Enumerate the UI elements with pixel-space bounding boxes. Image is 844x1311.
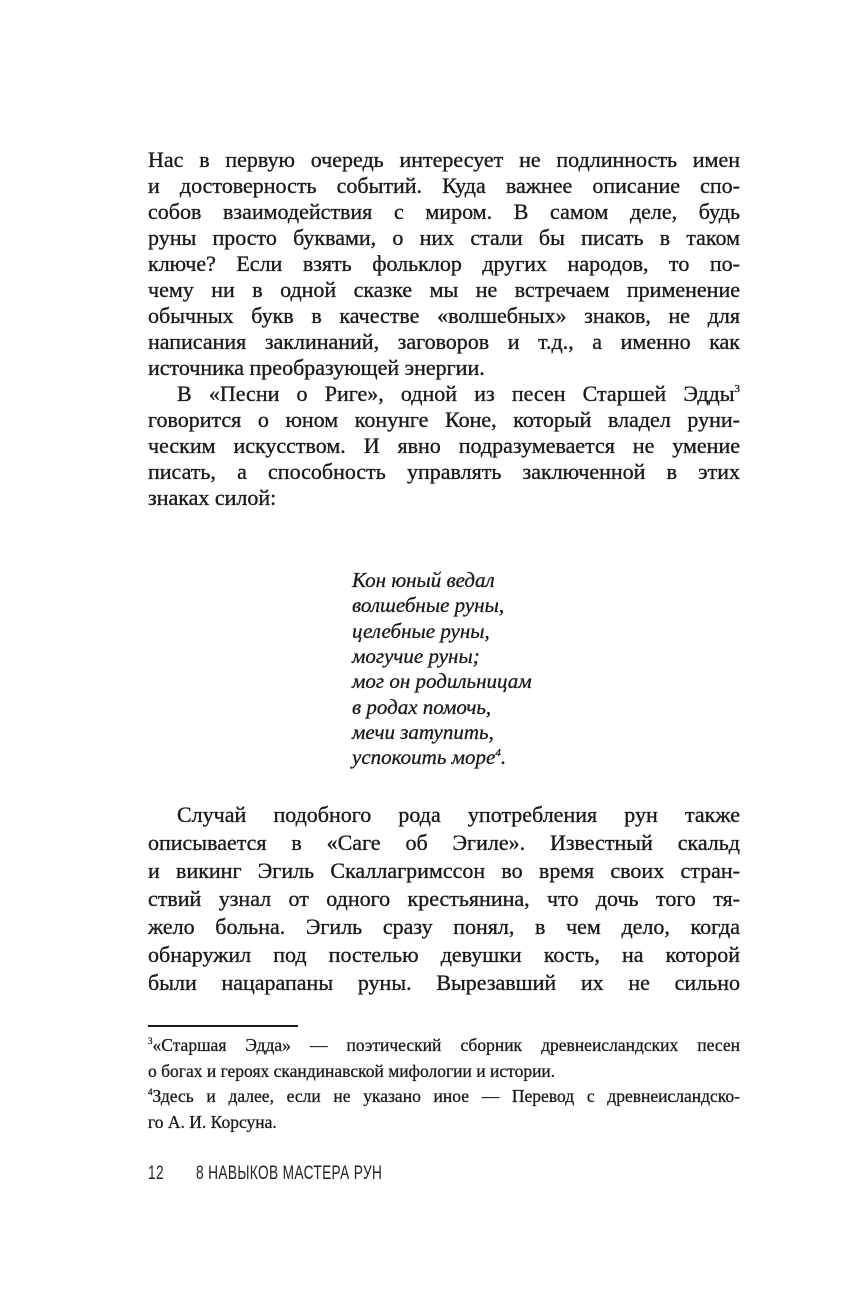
paragraph-line: [148, 886, 740, 912]
line-text: говорится о юном конунге Коне, который владел руни-: [148, 407, 740, 432]
line-text: чему ни в одной сказке мы не встречаем применение: [148, 277, 740, 302]
paragraph-line: [148, 251, 740, 277]
paragraph-line: [148, 459, 740, 485]
poem-line: [352, 593, 504, 618]
line-text: собов взаимодействия с миром. В самом деле, будь: [148, 199, 740, 224]
running-title: 8 НАВЫКОВ МАСТЕРА РУН: [196, 1163, 383, 1184]
footnote-line: [148, 1059, 740, 1084]
paragraph-line: [148, 942, 740, 968]
poem-line: [352, 568, 495, 593]
poem-line: [352, 619, 490, 644]
footnote-marker: 4: [148, 1087, 153, 1097]
line-text: руны просто буквами, о них стали бы писать в таком: [148, 225, 740, 250]
line-text: и викинг Эгиль Скаллагримссон во время своих стран-: [148, 858, 740, 883]
paragraph-line: [148, 173, 740, 199]
line-text: жело больна. Эгиль сразу понял, в чем дело, когда: [148, 914, 740, 939]
line-text: успокоить море: [352, 745, 496, 770]
paragraph-line: [148, 407, 740, 433]
line-text: были нацарапаны руны. Вырезавший их не сильно: [148, 970, 740, 995]
line-text: могучие руны;: [352, 643, 480, 668]
line-text: мог он родильницам: [352, 669, 532, 694]
paragraph-line: [148, 303, 740, 329]
footnote-divider: [148, 1025, 298, 1027]
line-text: мечи затупить,: [352, 719, 494, 744]
poem-line: [352, 644, 480, 669]
line-tail: .: [500, 745, 507, 770]
paragraph-line: [148, 433, 740, 459]
line-text: волшебные руны,: [352, 593, 505, 618]
paragraph-line: [148, 225, 740, 251]
line-text: Случай подобного рода употребления рун также: [177, 802, 740, 827]
paragraph-line: [148, 485, 740, 511]
line-text: источника преобразующей энергии.: [148, 355, 485, 380]
poem-line: [352, 695, 491, 720]
paragraph-line: [177, 802, 740, 828]
paragraph-line: [148, 329, 740, 355]
line-text: В «Песни о Риге», одной из песен Старшей Эдды: [177, 381, 735, 406]
paragraph-line: [148, 147, 740, 173]
paragraph-line: [148, 199, 740, 225]
line-text: ключе? Если взять фольклор других народов, то по-: [148, 251, 740, 276]
line-text: Кон юный ведал: [352, 568, 495, 592]
paragraph-line: [148, 970, 740, 996]
line-text: Нас в первую очередь интересует не подлинность имен: [148, 147, 740, 172]
line-text: писать, а способность управлять заключенной в этих: [148, 459, 740, 484]
line-text: знаках силой:: [148, 485, 277, 510]
footnote-line: [148, 1033, 740, 1058]
line-text: обычных букв в качестве «волшебных» знаков, не для: [148, 303, 740, 328]
line-text: «Старшая Эдда» — поэтический сборник древнеисландских песен: [152, 1035, 740, 1055]
line-text: Здесь и далее, если не указано иное — Перевод с древнеисландско-: [152, 1086, 740, 1106]
paragraph-line: [148, 355, 740, 381]
line-text: ствий узнал от одного крестьянина, что дочь того тя-: [148, 886, 740, 911]
paragraph-line: [148, 858, 740, 884]
footnote-line: [148, 1110, 740, 1135]
page-number: 12: [148, 1163, 164, 1184]
line-text: го А. И. Корсуна.: [148, 1111, 277, 1132]
paragraph-line: [177, 381, 740, 407]
line-text: целебные руны,: [352, 618, 490, 643]
poem-line: [352, 720, 494, 745]
line-text: в родах помочь,: [352, 694, 492, 719]
paragraph-line: [148, 914, 740, 940]
poem-line: [352, 745, 506, 770]
line-text: и достоверность событий. Куда важнее описание спо-: [148, 173, 740, 198]
footnote-reference: 3: [734, 383, 740, 395]
paragraph-line: [148, 277, 740, 303]
poem-line: [352, 669, 532, 694]
footnote-line: [148, 1084, 740, 1109]
footnote-marker: 3: [148, 1036, 153, 1046]
line-text: обнаружил под постелью девушки кость, на которой: [148, 942, 740, 967]
line-text: написания заклинаний, заговоров и т.д., а именно как: [148, 329, 740, 354]
footnote-reference: 4: [495, 747, 501, 760]
line-text: описывается в «Саге об Эгиле». Известный скальд: [148, 830, 740, 855]
line-text: о богах и героях скандинавской мифологии и истории.: [148, 1060, 556, 1081]
line-text: ческим искусством. И явно подразумевается не умение: [148, 433, 740, 458]
paragraph-line: [148, 830, 740, 856]
